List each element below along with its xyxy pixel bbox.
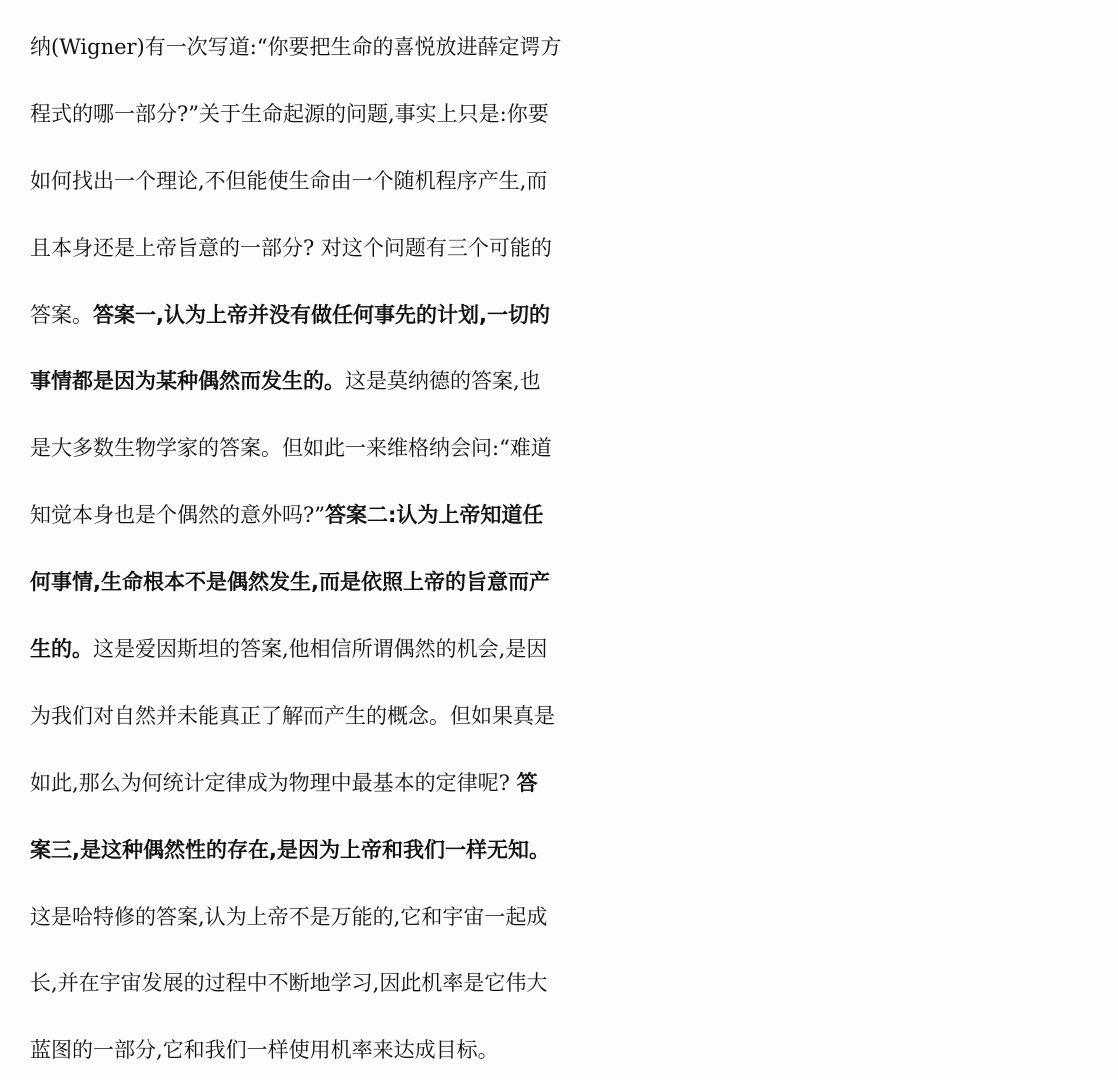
bold-text-segment: 答案二:认为上帝知道任	[325, 503, 544, 528]
text-segment: 长,并在宇宙发展的过程中不断地学习,因此机率是它伟大	[30, 971, 548, 996]
text-segment: 答案。	[30, 302, 93, 327]
text-segment: 这是哈特修的答案,认为上帝不是万能的,它和宇宙一起成	[30, 904, 548, 929]
text-segment: 这是莫纳德的答案,也	[345, 369, 541, 394]
bold-text-segment: 事情都是因为某种偶然而发生的。	[30, 369, 345, 394]
text-line	[30, 348, 1118, 415]
text-segment: 这是爱因斯坦的答案,他相信所谓偶然的机会,是因	[93, 637, 548, 662]
text-line	[30, 148, 1118, 215]
bold-text-segment: 生的。	[30, 637, 93, 662]
text-segment: 纳(Wigner)有一次写道:“你要把生命的喜悦放进薛定谔方	[30, 35, 562, 59]
bold-text-segment: 何事情,生命根本不是偶然发生,而是依照上帝的旨意而产	[30, 570, 550, 595]
text-line	[30, 1017, 1118, 1084]
text-line	[30, 750, 1118, 817]
bold-text-segment: 答	[516, 770, 538, 795]
text-segment: 如此,那么为何统计定律成为物理中最基本的定律呢?	[30, 770, 517, 795]
text-segment: 程式的哪一部分?”关于生命起源的问题,事实上只是:你要	[30, 101, 549, 126]
text-segment: 蓝图的一部分,它和我们一样使用机率来达成目标。	[30, 1038, 499, 1063]
text-line	[30, 950, 1118, 1017]
text-segment: 知觉本身也是个偶然的意外吗?”	[30, 503, 325, 528]
text-segment: 且本身还是上帝旨意的一部分? 对这个问题有三个可能的	[30, 235, 552, 260]
text-line	[30, 282, 1118, 349]
text-line	[30, 549, 1118, 616]
text-segment: 是大多数生物学家的答案。但如此一来维格纳会问:“难道	[30, 436, 552, 461]
bold-text-segment: 案三,是这种偶然性的存在,是因为上帝和我们一样无知。	[30, 837, 550, 862]
text-line	[30, 81, 1118, 148]
text-segment: 如何找出一个理论,不但能使生命由一个随机程序产生,而	[30, 168, 548, 193]
text-line	[30, 683, 1118, 750]
text-line	[30, 884, 1118, 951]
bold-text-segment: 答案一,认为上帝并没有做任何事先的计划,一切的	[93, 302, 550, 327]
text-line	[30, 415, 1118, 482]
text-line	[30, 817, 1118, 884]
text-line	[30, 215, 1118, 282]
text-segment: 为我们对自然并未能真正了解而产生的概念。但如果真是	[30, 703, 555, 728]
text-line	[30, 616, 1118, 683]
passage-text	[30, 14, 1118, 1084]
text-line	[30, 482, 1118, 549]
text-line	[30, 14, 1118, 81]
